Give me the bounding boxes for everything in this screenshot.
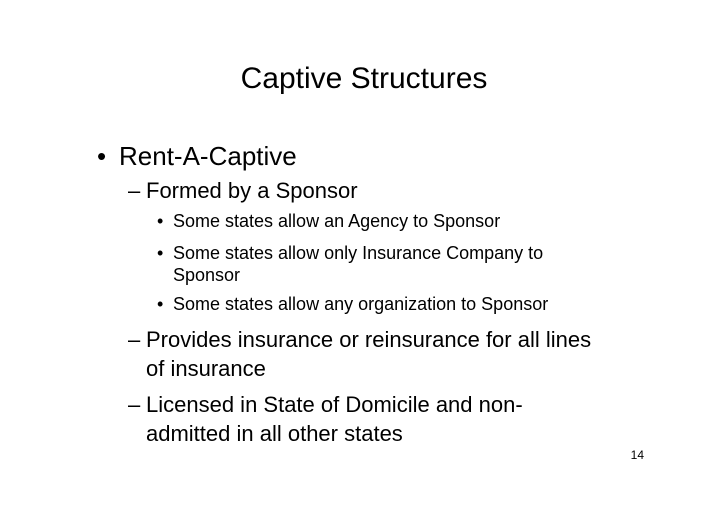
dash-icon: – <box>128 327 141 352</box>
sub-item-agency: Some states allow an Agency to Sponsor <box>173 211 501 231</box>
item-licensed: Licensed in State of Domicile and non- <box>146 392 523 417</box>
item-provides-insurance: Provides insurance or reinsurance for all lines <box>146 327 592 352</box>
sub-bullet-icon: • <box>157 243 164 263</box>
sub-item-insurance-company: Some states allow only Insurance Company to <box>173 243 544 263</box>
item-licensed-cont: admitted in all other states <box>146 421 403 446</box>
item-formed-by-sponsor: Formed by a Sponsor <box>146 178 358 203</box>
sub-bullet-icon: • <box>157 211 164 231</box>
item-provides-insurance-cont: of insurance <box>146 356 266 381</box>
sub-item-insurance-company-cont: Sponsor <box>173 265 241 285</box>
bullet-rent-a-captive: Rent-A-Captive <box>119 141 297 171</box>
page-number: 14 <box>630 448 644 462</box>
dash-icon: – <box>128 392 141 417</box>
bullet-icon: • <box>97 141 107 171</box>
slide-title: Captive Structures <box>240 62 488 95</box>
sub-bullet-icon: • <box>157 294 164 314</box>
dash-icon: – <box>128 178 141 203</box>
sub-item-any-organization: Some states allow any organization to Sponsor <box>173 294 549 314</box>
